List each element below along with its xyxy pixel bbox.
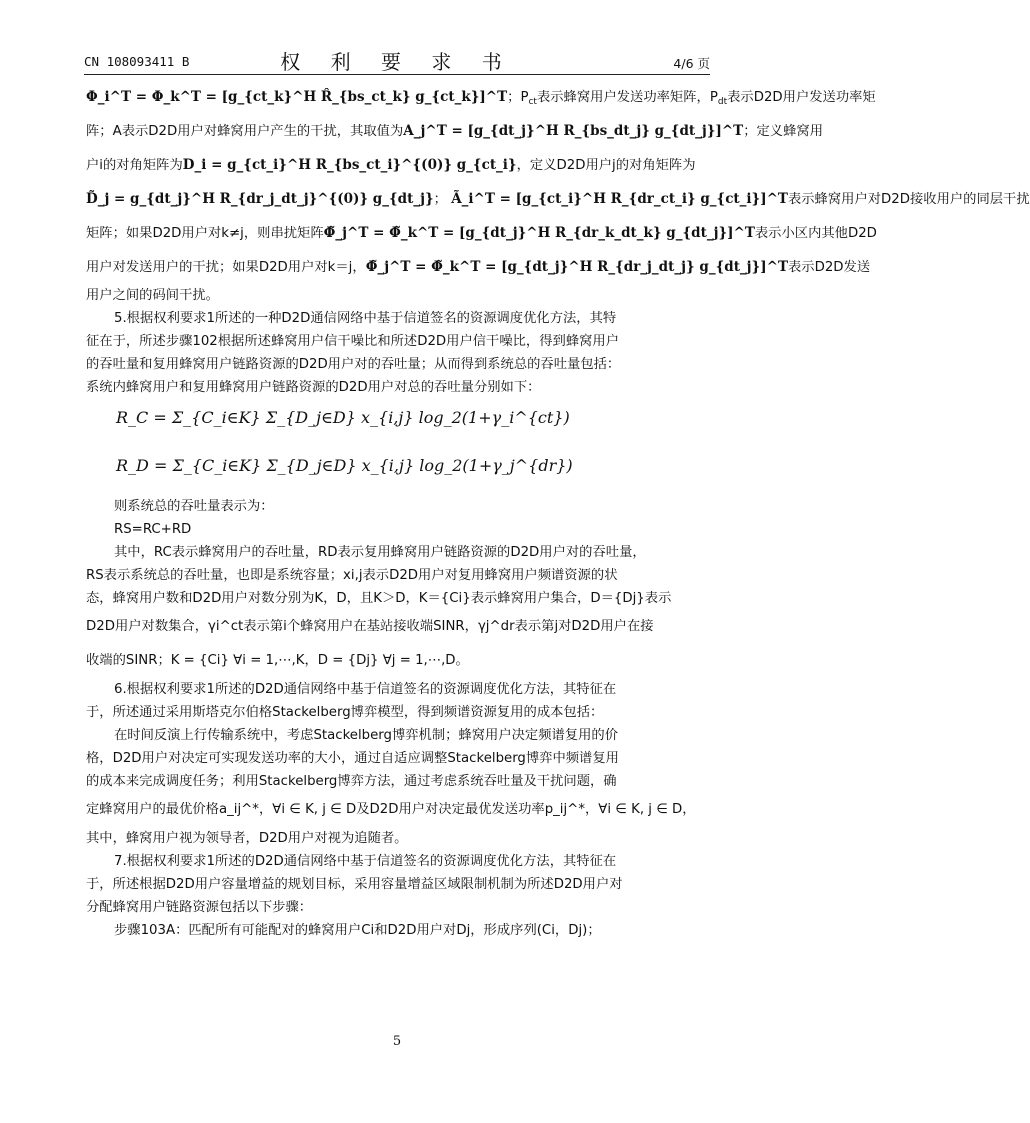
formula-d: D_i = g_{ct_i}^H R_{bs_ct_i}^{(0)} g_{ct_i} bbox=[182, 157, 517, 173]
page-header bbox=[84, 44, 710, 74]
claim-6-line: 其中，蜂窝用户视为领导者，D2D用户对视为追随者。 bbox=[86, 831, 408, 846]
claim-5-line: 的吞吐量和复用蜂窝用户链路资源的D2D用户对的吞吐量；从而得到系统总的吞吐量包括： bbox=[86, 357, 621, 372]
claims-body bbox=[86, 80, 1030, 942]
claim-6-line: 的成本来完成调度任务；利用Stackelberg博弈方法，通过考虑系统吞吐量及干扰问题，确 bbox=[86, 774, 617, 789]
formula-a: A_j^T = [g_{dt_j}^H R_{bs_dt_j} g_{dt_j}]^T bbox=[403, 123, 744, 139]
claim-line: 阵；A表示D2D用户对蜂窝用户产生的干扰，其取值为A_j^T = [g_{dt_j}^H R_{bs_dt_j} g_{dt_j}]^T；定义蜂窝用 bbox=[86, 123, 823, 139]
formula-phi: Φ_i^T = Φ_k^T = [g_{ct_k}^H R̂_{bs_ct_k} g_{ct_k}]^T bbox=[86, 89, 508, 105]
claim-line: Φ_i^T = Φ_k^T = [g_{ct_k}^H R̂_{bs_ct_k} g_{ct_k}]^T；$P_{ct}$表示蜂窝用户发送功率矩阵，$P_{dt}$表示D2D用户发送功率矩 bbox=[86, 89, 876, 107]
claim-line: D̃_j = g_{dt_j}^H R_{dr_j_dt_j}^{(0)} g_{dt_j}； Ã_i^T = [g_{ct_i}^H R_{dr_ct_i} g_{ct_i}]^T表示蜂窝用户对D2D接收用户的同层干扰 bbox=[86, 191, 1030, 207]
claim-7-line: 于，所述根据D2D用户容量增益的规划目标，采用容量增益区域限制机制为所述D2D用户对 bbox=[86, 877, 623, 892]
claim-5-line: RS表示系统总的吞吐量，也即是系统容量；xi,j表示D2D用户对复用蜂窝用户频谱资源的状 bbox=[86, 568, 618, 583]
claim-6-line: 定蜂窝用户的最优价格a_ij^*，∀i ∈ K, j ∈ D及D2D用户对决定最优发送功率p_ij^*，∀i ∈ K, j ∈ D， bbox=[86, 802, 696, 817]
claim-7-line: 分配蜂窝用户链路资源包括以下步骤： bbox=[86, 900, 313, 915]
equation-rc: R_C = Σ_{C_i∈K} Σ_{D_j∈D} x_{i,j} log_2(1+γ_i^{ct}) bbox=[116, 408, 570, 427]
claim-6-line: 在时间反演上行传输系统中，考虑Stackelberg博弈机制；蜂窝用户决定频谱复用的价 bbox=[114, 728, 619, 743]
equation-rd: R_D = Σ_{C_i∈K} Σ_{D_j∈D} x_{i,j} log_2(1+γ_j^{dr}) bbox=[116, 456, 573, 475]
equation-rs: RS=RC+RD bbox=[114, 522, 192, 537]
claim-5-line: D2D用户对数集合，γi^ct表示第i个蜂窝用户在基站接收端SINR，γj^dr表示第j对D2D用户在接 bbox=[86, 619, 654, 634]
formula-phi-tilde-crosstalk: Φ̃_j^T = Φ̃_k^T = [g_{dt_j}^H R_{dr_k_dt_k} g_{dt_j}]^T bbox=[323, 225, 755, 241]
throughput-equations bbox=[86, 399, 712, 495]
claim-5-line: 收端的SINR；K = {Ci} ∀i = 1,⋯,K，D = {Dj} ∀j = 1,⋯,D。 bbox=[86, 653, 469, 668]
claim-7-line: 步骤103A：匹配所有可能配对的蜂窝用户Ci和D2D用户对Dj，形成序列(Ci，Dj)； bbox=[114, 923, 601, 938]
page-counter: 4/6 页 bbox=[673, 56, 710, 71]
claim-6-line: 6.根据权利要求1所述的D2D通信网络中基于信道签名的资源调度优化方法，其特征在 bbox=[114, 682, 617, 697]
claim-5-line: 其中，RC表示蜂窝用户的吞吐量，RD表示复用蜂窝用户链路资源的D2D用户对的吞吐量， bbox=[114, 545, 646, 560]
claim-5-line: 系统内蜂窝用户和复用蜂窝用户链路资源的D2D用户对总的吞吐量分别如下： bbox=[86, 380, 541, 395]
claim-line: 户i的对角矩阵为D_i = g_{ct_i}^H R_{bs_ct_i}^{(0)} g_{ct_i}，定义D2D用户j的对角矩阵为 bbox=[86, 157, 696, 173]
claim-7-line: 7.根据权利要求1所述的D2D通信网络中基于信道签名的资源调度优化方法，其特征在 bbox=[114, 854, 617, 869]
section-title: 权 利 要 求 书 bbox=[280, 50, 514, 74]
claim-5-line: 则系统总的吞吐量表示为： bbox=[114, 499, 274, 514]
claim-line: 用户对发送用户的干扰；如果D2D用户对k＝j，Φ̃_j^T = Φ̃_k^T = [g_{dt_j}^H R_{dr_j_dt_j} g_{dt_j}]^T表示D2D发送 bbox=[86, 259, 871, 275]
claim-6-line: 于，所述通过采用斯塔克尔伯格Stackelberg博弈模型，得到频谱资源复用的成本包括： bbox=[86, 705, 604, 720]
page-number: 5 bbox=[392, 1034, 402, 1049]
claim-5-line: 态，蜂窝用户数和D2D用户对数分别为K，D，且K＞D，K＝{Ci}表示蜂窝用户集合，D＝{Dj}表示 bbox=[86, 591, 672, 606]
formula-phi-tilde-isi: Φ̃_j^T = Φ̃_k^T = [g_{dt_j}^H R_{dr_j_dt_j} g_{dt_j}]^T bbox=[365, 259, 788, 275]
claim-5-line: 5.根据权利要求1所述的一种D2D通信网络中基于信道签名的资源调度优化方法，其特 bbox=[114, 311, 617, 326]
header-rule bbox=[84, 74, 710, 75]
formula-a-tilde: Ã_i^T = [g_{ct_i}^H R_{dr_ct_i} g_{ct_i}]^T bbox=[451, 191, 788, 207]
claim-6-line: 格，D2D用户对决定可实现发送功率的大小，通过自适应调整Stackelberg博弈中频谱复用 bbox=[86, 751, 619, 766]
claim-5-line: 征在于，所述步骤102根据所述蜂窝用户信干噪比和所述D2D用户信干噪比，得到蜂窝用户 bbox=[86, 334, 620, 349]
claim-line: 矩阵；如果D2D用户对k≠j，则串扰矩阵Φ̃_j^T = Φ̃_k^T = [g_{dt_j}^H R_{dr_k_dt_k} g_{dt_j}]^T表示小区内其他D2D bbox=[86, 225, 877, 241]
patent-number: CN 108093411 B bbox=[84, 54, 190, 69]
claim-line: 用户之间的码间干扰。 bbox=[86, 288, 219, 303]
formula-d-tilde: D̃_j = g_{dt_j}^H R_{dr_j_dt_j}^{(0)} g_{dt_j} bbox=[86, 191, 434, 207]
